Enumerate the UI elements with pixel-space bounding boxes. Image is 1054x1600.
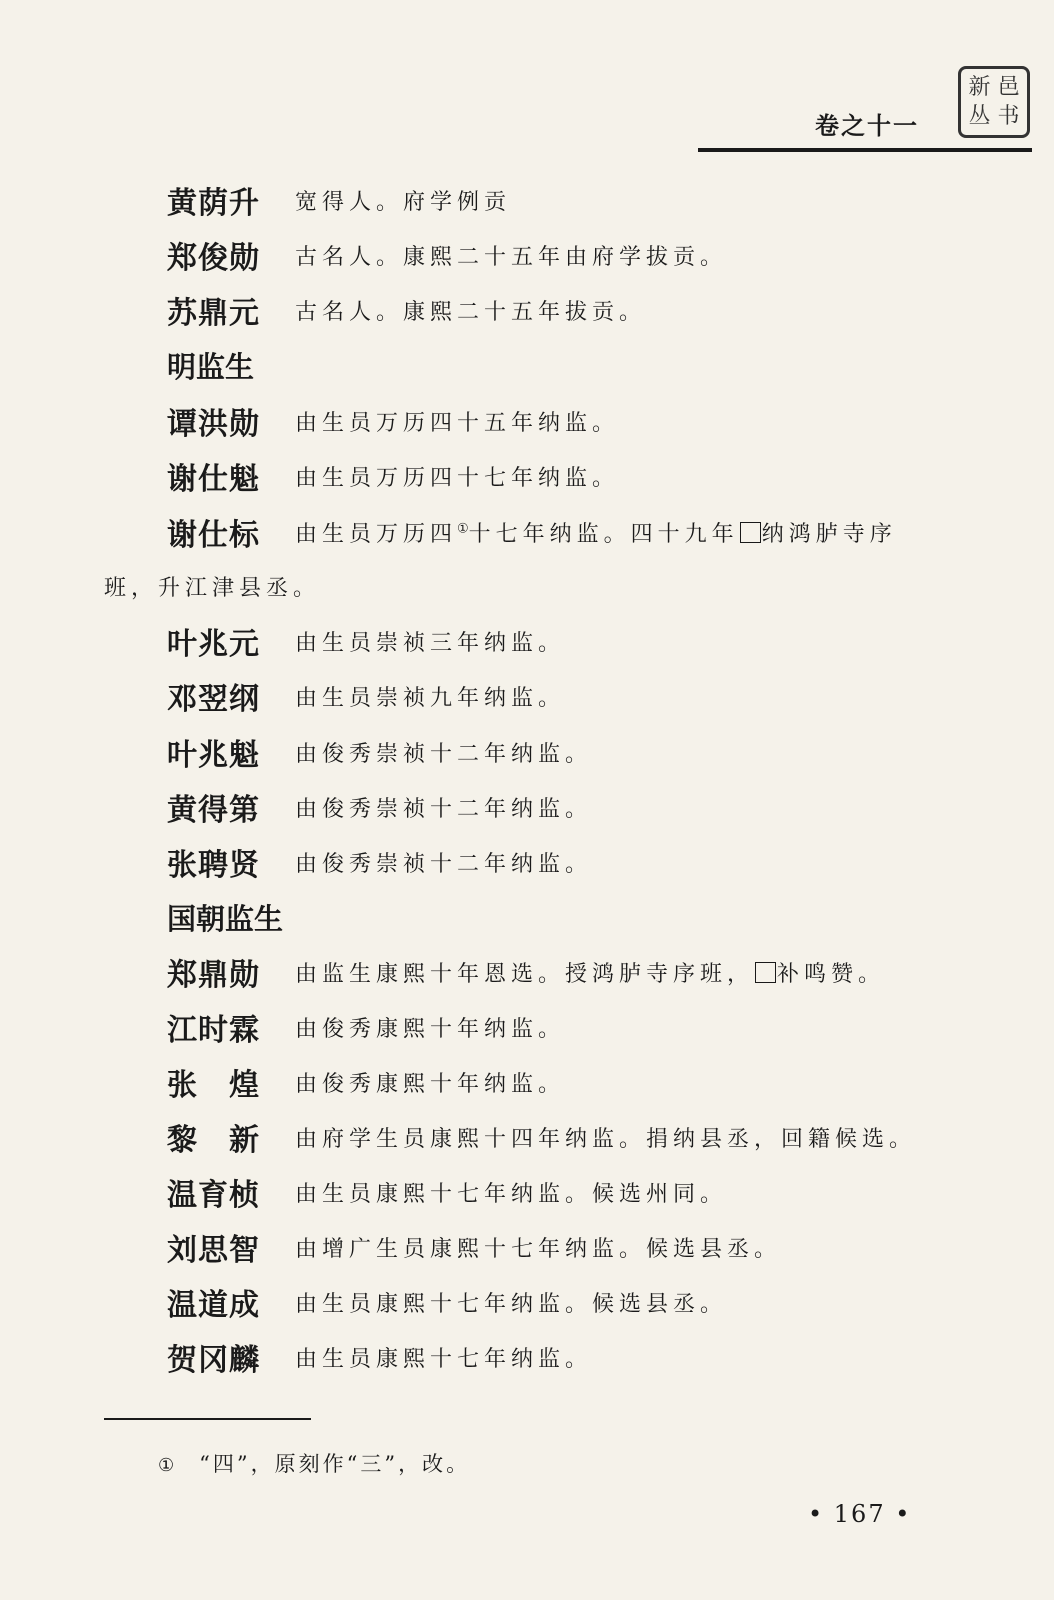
- entry-row: [167, 672, 565, 720]
- entry-row: [167, 1333, 592, 1381]
- entry-row: [167, 231, 727, 279]
- desc-part: 由生员万历四: [295, 521, 458, 547]
- person-name: 邓翌纲: [167, 682, 260, 717]
- footnote: [158, 1448, 470, 1478]
- person-name: 叶兆魁: [167, 738, 260, 773]
- entry-row: [167, 617, 565, 665]
- entry-row: [167, 1058, 565, 1106]
- entry-description: 由生员康熙十七年纳监。: [295, 1346, 593, 1372]
- person-name: 谢仕魁: [167, 462, 260, 497]
- footnote-marker: ①: [457, 521, 469, 537]
- missing-character-box: [740, 522, 761, 543]
- desc-part: 补鸣赞。: [777, 961, 886, 987]
- entry-row: [167, 397, 619, 445]
- entry-description: 由增广生员康熙十七年纳监。候选县丞。: [295, 1236, 782, 1262]
- person-name: 黎 新: [167, 1123, 260, 1158]
- entry-description: 由生员崇祯九年纳监。: [295, 685, 566, 711]
- person-name: 谭洪勋: [167, 407, 260, 442]
- entry-description: 由生员万历四十七年纳监。: [295, 465, 620, 491]
- person-name: 温育桢: [167, 1178, 260, 1213]
- entry-description: [295, 957, 885, 988]
- section-heading-ming: 明监生: [167, 349, 255, 384]
- person-name: 谢仕标: [167, 518, 260, 553]
- person-name: 温道成: [167, 1288, 260, 1323]
- desc-part: 十七年纳监。四十九年: [468, 521, 739, 547]
- entry-row: [167, 948, 885, 996]
- entry-row: [167, 838, 592, 886]
- entry-continuation: 班，升江津县丞。: [104, 575, 321, 601]
- footnote-rule: [104, 1418, 311, 1420]
- person-name: 叶兆元: [167, 627, 260, 662]
- entry-description: 由俊秀崇祯十二年纳监。: [295, 741, 593, 767]
- entry-row: [167, 1223, 781, 1271]
- person-name: 江时霖: [167, 1013, 260, 1048]
- entry-row: [167, 286, 646, 334]
- person-name: 张 煌: [167, 1068, 260, 1103]
- entry-description: 由俊秀崇祯十二年纳监。: [295, 851, 593, 877]
- entry-description: 古名人。康熙二十五年拔贡。: [295, 299, 647, 325]
- entry-description: 由府学生员康熙十四年纳监。捐纳县丞，回籍候选。: [295, 1126, 917, 1152]
- entry-row: [167, 508, 897, 556]
- entry-description: [295, 517, 897, 548]
- section-heading-guochao: 国朝监生: [167, 901, 284, 936]
- entry-row: [167, 728, 592, 776]
- entry-row: [167, 1278, 727, 1326]
- entry-description: 由俊秀康熙十年纳监。: [295, 1016, 566, 1042]
- person-name: 苏鼎元: [167, 296, 260, 331]
- person-name: 刘思智: [167, 1233, 260, 1268]
- entry-row: [167, 176, 511, 224]
- person-name: 郑鼎勋: [167, 958, 260, 993]
- entry-description: 由俊秀康熙十年纳监。: [295, 1071, 566, 1097]
- entry-description: 由生员万历四十五年纳监。: [295, 410, 620, 436]
- missing-character-box: [755, 962, 776, 983]
- footnote-text: “四”，原刻作“三”，改。: [199, 1452, 471, 1476]
- entry-row: [167, 1168, 727, 1216]
- seal-char: 丛: [968, 103, 991, 129]
- seal-char: 邑: [997, 74, 1020, 100]
- entry-description: 古名人。康熙二十五年由府学拔贡。: [295, 244, 728, 270]
- entry-description: 由生员康熙十七年纳监。候选州同。: [295, 1181, 728, 1207]
- person-name: 黄得第: [167, 793, 260, 828]
- entry-row: [167, 1003, 565, 1051]
- person-name: 黄荫升: [167, 186, 260, 221]
- header-rule: [698, 148, 1032, 152]
- seal-char: 书: [997, 103, 1020, 129]
- entry-description: 由俊秀崇祯十二年纳监。: [295, 796, 593, 822]
- entry-row: [167, 783, 592, 831]
- page-number: • 167 •: [808, 1500, 912, 1528]
- person-name: 张聘贤: [167, 848, 260, 883]
- chapter-title: 卷之十一: [815, 112, 919, 140]
- seal-char: 新: [968, 74, 991, 100]
- entry-row: [167, 452, 619, 500]
- entry-description: 由生员崇祯三年纳监。: [295, 630, 566, 656]
- entry-row: [167, 1113, 916, 1161]
- desc-part: 由监生康熙十年恩选。授鸿胪寺序班，: [295, 961, 755, 987]
- entry-description: 由生员康熙十七年纳监。候选县丞。: [295, 1291, 728, 1317]
- desc-part: 纳鸿胪寺序: [761, 521, 897, 547]
- footnote-mark: ①: [158, 1455, 178, 1476]
- entry-description: 宽得人。府学例贡: [295, 189, 512, 215]
- series-seal-logo: [958, 66, 1030, 138]
- person-name: 贺冈麟: [167, 1343, 260, 1378]
- person-name: 郑俊勋: [167, 241, 260, 276]
